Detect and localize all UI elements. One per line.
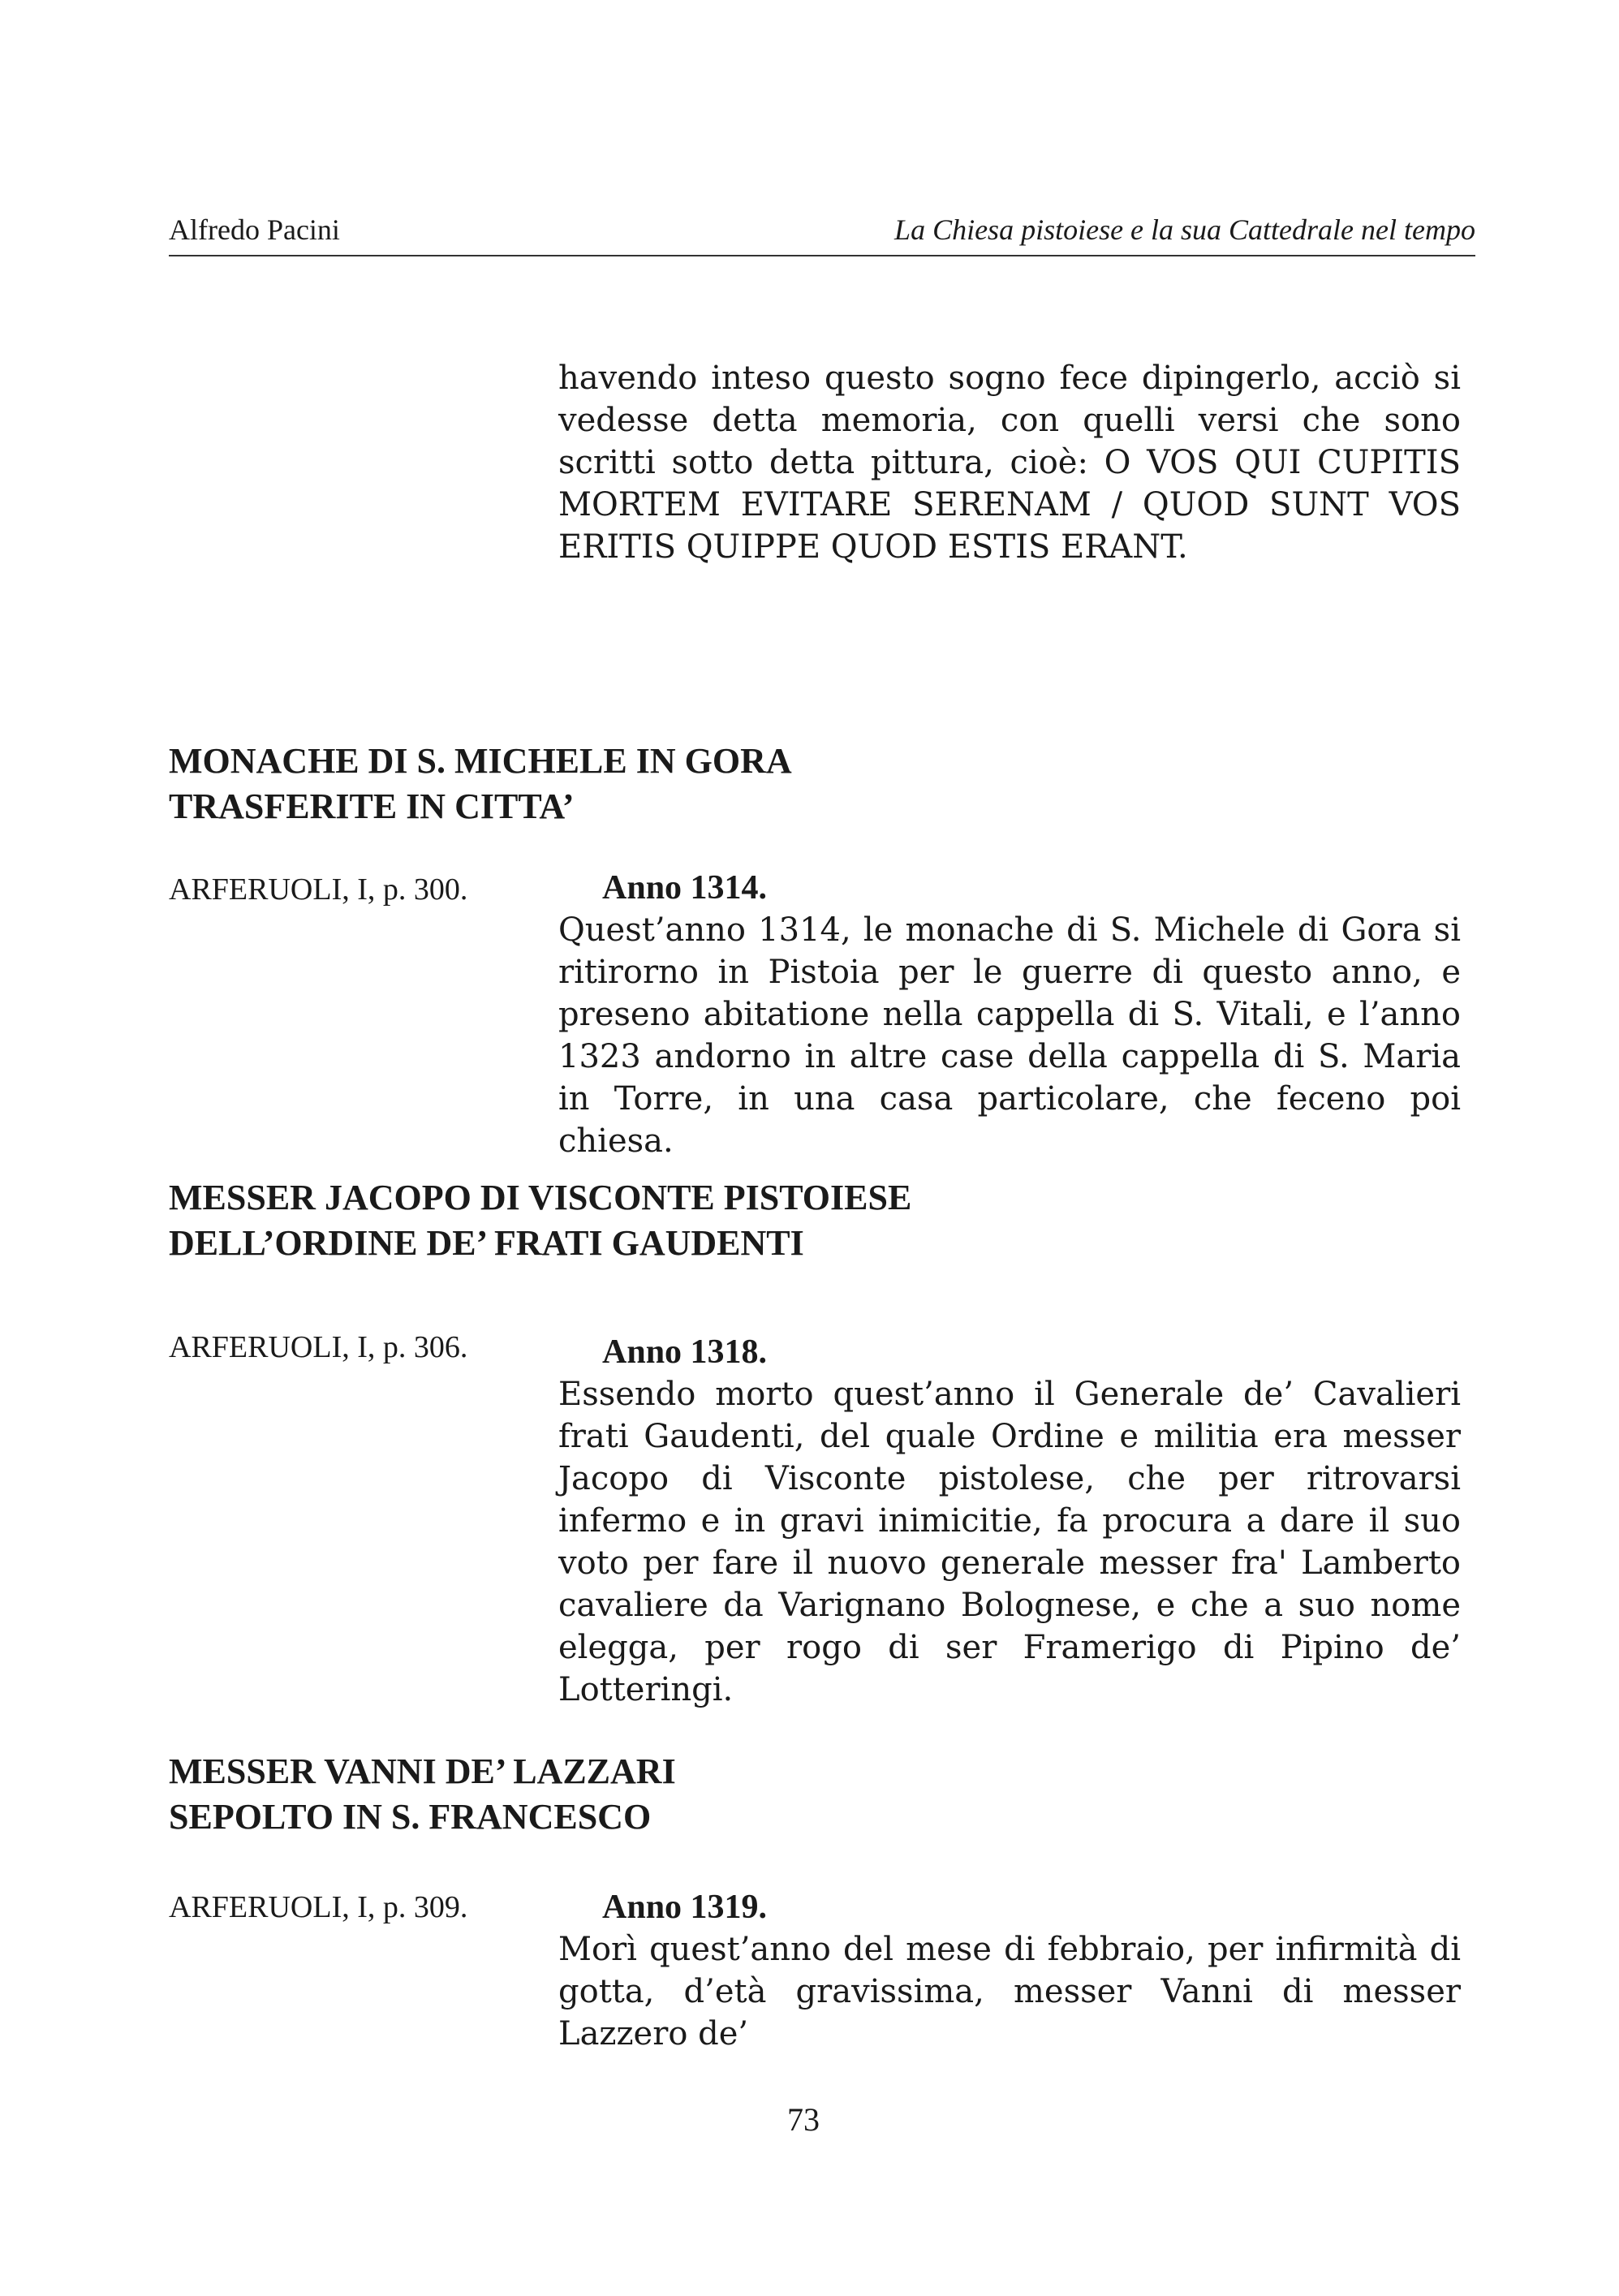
entry-year: Anno 1318. [602,1333,768,1371]
intro-paragraph: havendo inteso questo sogno fece dipingerlo, acciò si vedesse detta memoria, con quelli versi che sono scritti sotto detta pittura, cioè: O VOS QUI CUPITIS MORTEM EVITARE SERENAM / QUOD SUNT VOS ERITIS QUIPPE QUOD ESTIS ERANT. [558,360,1461,566]
entry-year: Anno 1314. [602,869,768,907]
entry-text: Quest’anno 1314, le monache di S. Michele di Gora si ritirorno in Pistoia per le guerre di questo anno, e preseno abitatione nella cappella di S. Vitali, e l’anno 1323 andorno in altre case della cappella di S. Maria in Torre, in una casa particolare, che feceno poi chiesa. [558,911,1461,1160]
source-reference: ARFERUOLI, I, p. 309. [169,1890,468,1924]
entry-year: Anno 1319. [602,1889,768,1926]
source-reference: ARFERUOLI, I, p. 300. [169,872,468,907]
section-heading-line: MONACHE DI S. MICHELE IN GORA [169,741,792,781]
section-heading-line: DELL’ORDINE DE’ FRATI GAUDENTI [169,1223,804,1263]
header-title: La Chiesa pistoiese e la sua Cattedrale nel tempo [894,213,1475,246]
section-heading-line: SEPOLTO IN S. FRANCESCO [169,1797,652,1837]
header-divider [169,255,1475,256]
section-heading [169,1749,676,1840]
source-reference: ARFERUOLI, I, p. 306. [169,1330,468,1364]
entry-text: Morì quest’anno del mese di febbraio, per infirmità di gotta, d’età gravissima, messer Vanni di messer Lazzero de’ [558,1931,1461,2053]
section-heading-line: TRASFERITE IN CITTA’ [169,786,575,826]
header-author: Alfredo Pacini [169,213,340,246]
entry-text: Essendo morto quest’anno il Generale de’ Cavalieri frati Gaudenti, del quale Ordine e militia era messer Jacopo di Visconte pistolese, che per ritrovarsi infermo e in gravi inimicitie, fa procura a dare il suo voto per fare il nuovo generale messer fra' Lamberto cavaliere da Varignano Bolognese, e che a suo nome elegga, per rogo di ser Framerigo di Pipino de’ Lotteringi. [558,1376,1461,1708]
section-heading-line: MESSER VANNI DE’ LAZZARI [169,1751,676,1791]
section-heading-line: MESSER JACOPO DI VISCONTE PISTOIESE [169,1178,912,1217]
section-heading [169,1175,911,1266]
page-number: 73 [787,2101,820,2138]
running-header [169,213,1475,253]
section-heading [169,739,792,829]
